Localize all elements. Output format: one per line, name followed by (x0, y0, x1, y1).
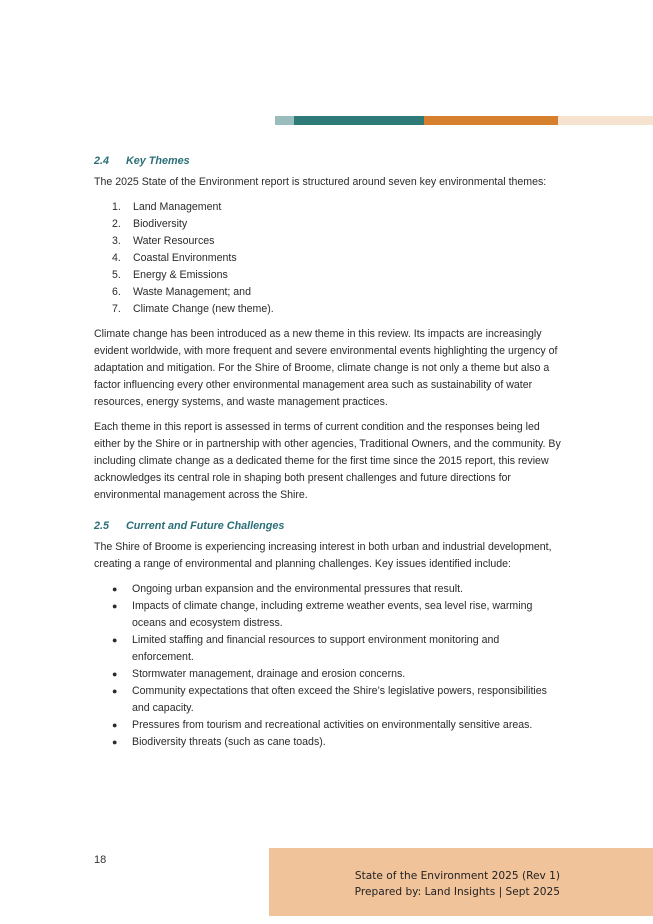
list-item (94, 301, 564, 318)
footer-prepared-by: Prepared by: Land Insights | Sept 2025 (354, 886, 560, 898)
challenges-intro: The Shire of Broome is experiencing increasing interest in both urban and industrial development, creating a range of environmental and planning challenges. Key issues identified include: (94, 541, 552, 570)
list-item-text: Biodiversity (133, 218, 188, 230)
list-item-number: 7. (112, 303, 121, 315)
list-item (94, 581, 564, 598)
key-themes-intro: The 2025 State of the Environment report is structured around seven key environmental themes: (94, 176, 547, 188)
header-bar-segment-teal (294, 116, 424, 125)
list-item-text: Impacts of climate change, including extreme weather events, sea level rise, warming oceans and ecosystem distress. (132, 600, 533, 629)
list-item-text: Biodiversity threats (such as cane toads). (132, 736, 326, 748)
section-number: 2.4 (94, 155, 110, 167)
page-number: 18 (94, 854, 107, 866)
list-item-text: Waste Management; and (133, 286, 251, 298)
bullet-icon: ● (112, 669, 118, 679)
list-item-text: Energy & Emissions (133, 269, 228, 281)
list-item (94, 717, 564, 734)
list-item-number: 3. (112, 235, 121, 247)
list-item (94, 267, 564, 284)
list-item-number: 2. (112, 218, 121, 230)
section-number: 2.5 (94, 520, 110, 532)
theme-assessment-paragraph: Each theme in this report is assessed in terms of current condition and the responses being led either by the Shire or in partnership with other agencies, Traditional Owners, and the community. By including climate change as a dedicated theme for the first time since the 2015 report, this review acknowledges its central role in shaping both present challenges and future directions for environmental management across the Shire. (94, 421, 561, 501)
section-heading-challenges (94, 518, 564, 535)
section-title: Current and Future Challenges (126, 520, 285, 532)
list-item (94, 734, 564, 751)
page-content (94, 153, 564, 751)
themes-list (94, 199, 564, 318)
bullet-icon: ● (112, 584, 118, 594)
list-item (94, 632, 564, 666)
list-item-text: Ongoing urban expansion and the environmental pressures that result. (132, 583, 463, 595)
list-item (94, 598, 564, 632)
list-item-text: Community expectations that often exceed the Shire’s legislative powers, responsibilities and capacity. (132, 685, 547, 714)
list-item-number: 1. (112, 201, 121, 213)
bullet-icon: ● (112, 635, 118, 645)
list-item (94, 666, 564, 683)
list-item (94, 216, 564, 233)
list-item-text: Land Management (133, 201, 222, 213)
climate-change-paragraph: Climate change has been introduced as a new theme in this review. Its impacts are increasingly evident worldwide, with more frequent and severe environmental events highlighting the urgency of adaptation and mitigation. For the Shire of Broome, climate change is not only a theme but also a factor influencing every other environmental management area such as sustainability of water resources, energy systems, and waste management practices. (94, 328, 558, 408)
bullet-icon: ● (112, 601, 118, 611)
challenges-list (94, 581, 564, 751)
list-item-number: 4. (112, 252, 121, 264)
header-bar-segment-orange (424, 116, 558, 125)
bullet-icon: ● (112, 737, 118, 747)
list-item (94, 284, 564, 301)
list-item (94, 199, 564, 216)
list-item-text: Stormwater management, drainage and erosion concerns. (132, 668, 406, 680)
header-bar-segment-light-teal (275, 116, 294, 125)
list-item (94, 233, 564, 250)
section-heading-key-themes (94, 153, 564, 170)
list-item-text: Pressures from tourism and recreational activities on environmentally sensitive areas. (132, 719, 533, 731)
header-bar-segment-cream (558, 116, 653, 125)
list-item (94, 250, 564, 267)
list-item-text: Water Resources (133, 235, 215, 247)
list-item-text: Climate Change (new theme). (133, 303, 274, 315)
footer-box (269, 848, 653, 916)
header-color-bar (275, 116, 653, 125)
list-item-text: Limited staffing and financial resources to support environment monitoring and enforcement. (132, 634, 500, 663)
list-item-number: 5. (112, 269, 121, 281)
list-item-number: 6. (112, 286, 121, 298)
section-title: Key Themes (126, 155, 190, 167)
bullet-icon: ● (112, 686, 118, 696)
bullet-icon: ● (112, 720, 118, 730)
footer-report-title: State of the Environment 2025 (Rev 1) (354, 870, 560, 882)
list-item-text: Coastal Environments (133, 252, 237, 264)
list-item (94, 683, 564, 717)
